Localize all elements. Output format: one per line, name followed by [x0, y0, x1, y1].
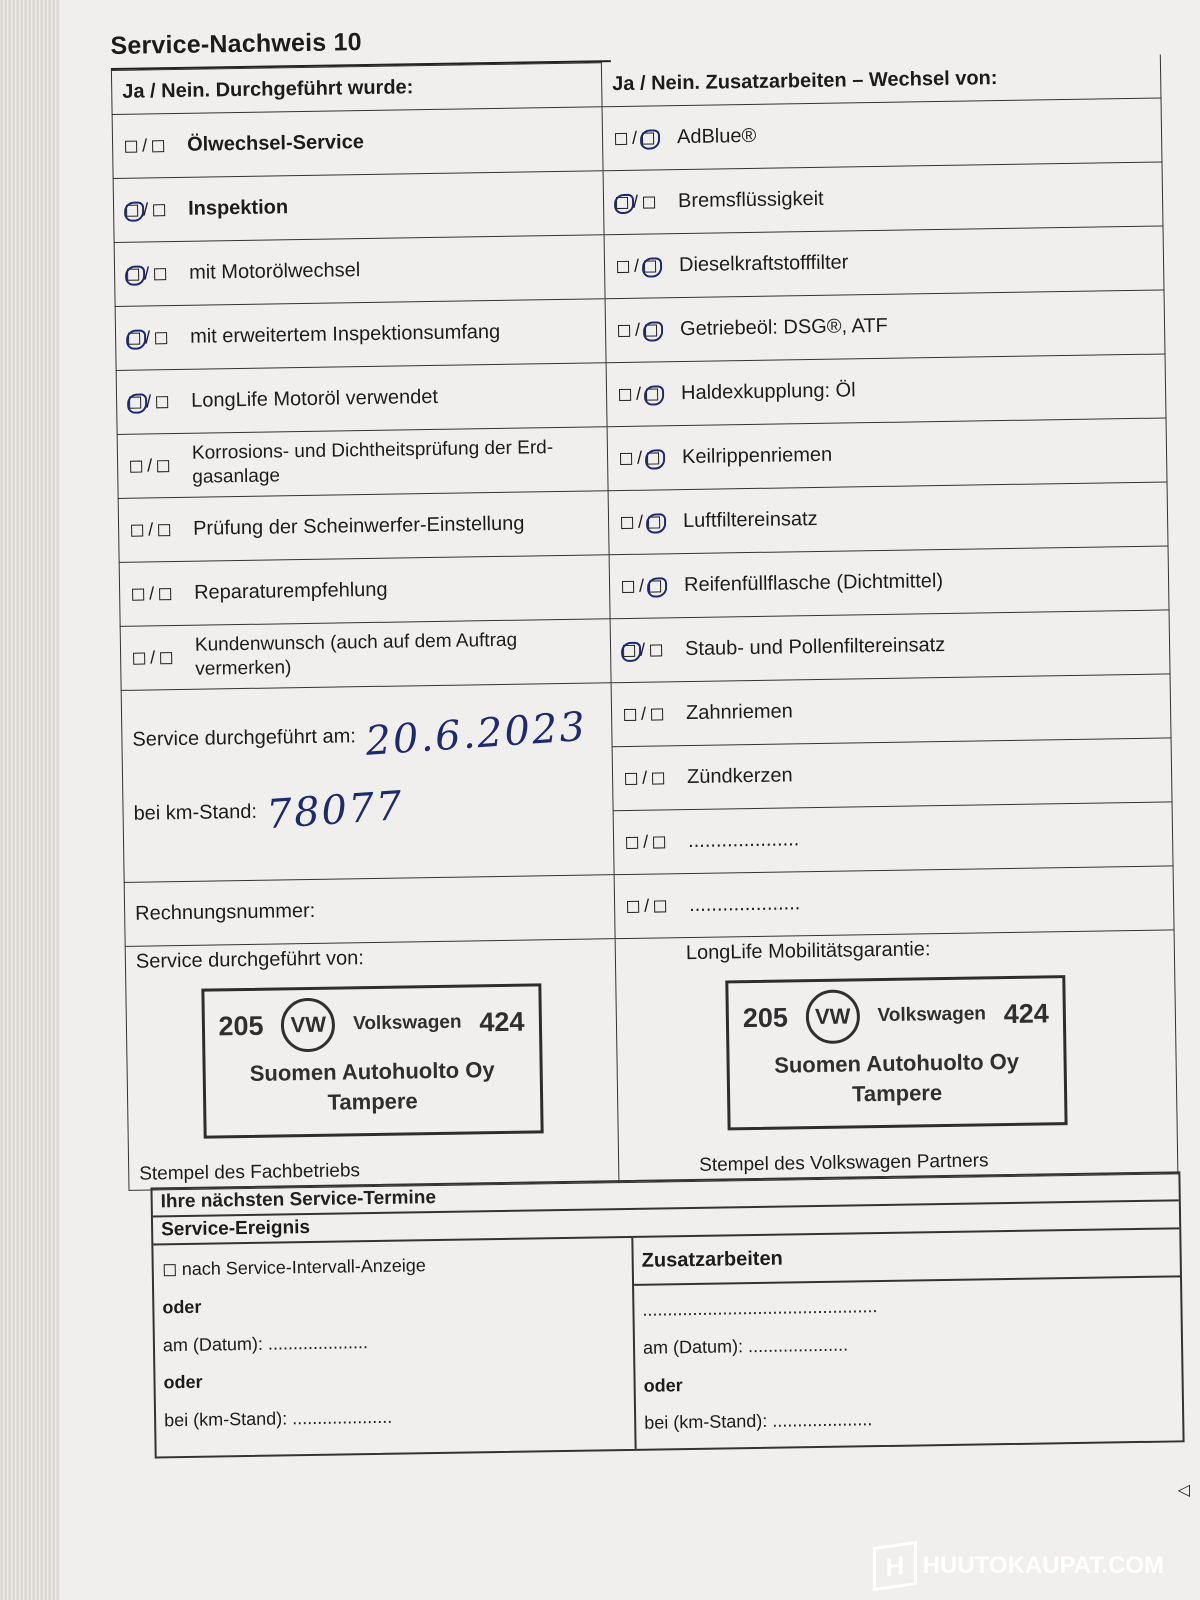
stamp-city: Tampere	[327, 1088, 418, 1115]
checkbox-no[interactable]	[648, 516, 660, 528]
yes-no-checkboxes: /	[127, 391, 181, 413]
right-item	[609, 546, 1169, 619]
checkbox-no[interactable]	[642, 132, 654, 144]
booklet-page	[60, 0, 1200, 1600]
checkbox-yes[interactable]	[132, 588, 144, 600]
left-column-header: Ja / Nein. Durchgeführt wurde:	[111, 63, 602, 115]
right-item	[606, 354, 1166, 427]
stamp-company: Suomen Autohuolto Oy	[774, 1048, 1020, 1078]
checkbox-no[interactable]	[649, 580, 661, 592]
stamp-left-number: 205	[218, 1010, 264, 1041]
item-label: Ölwechsel-Service	[186, 131, 365, 156]
item-label: Reifenfüllflasche (Dichtmittel)	[683, 569, 944, 597]
service-date-label: Service durchgeführt am:	[132, 724, 357, 751]
yes-no-checkboxes: /	[613, 127, 667, 149]
yes-no-checkboxes: /	[614, 191, 668, 213]
checkbox-no[interactable]	[650, 644, 662, 656]
guarantee-label: LongLife Mobilitätsgarantie:	[685, 938, 931, 965]
yes-no-checkboxes: /	[128, 455, 182, 477]
oder-label: oder	[643, 1374, 683, 1396]
right-item	[603, 162, 1163, 235]
checkbox-yes[interactable]	[615, 132, 627, 144]
yes-no-checkboxes: /	[616, 319, 670, 341]
yes-no-checkboxes: /	[615, 255, 669, 277]
checkbox-no[interactable]	[653, 836, 665, 848]
item-label: Zahnriemen	[685, 700, 793, 725]
left-item	[119, 555, 610, 627]
watermark	[873, 1544, 1164, 1588]
left-item	[112, 107, 603, 179]
stamp-right-number: 424	[479, 1006, 525, 1037]
yes-no-checkboxes: /	[618, 447, 672, 469]
yes-no-checkboxes: /	[620, 575, 674, 597]
checkbox-no[interactable]	[160, 652, 172, 664]
service-record-sheet	[110, 0, 1194, 1532]
partner-stamp	[725, 975, 1067, 1130]
right-item	[605, 290, 1165, 363]
checkbox-no[interactable]	[152, 140, 164, 152]
workshop-stamp	[201, 983, 543, 1138]
yes-no-checkboxes: /	[617, 383, 671, 405]
km-handwritten: 78077	[265, 782, 406, 839]
service-date-handwritten: 20.6.2023	[364, 703, 589, 765]
checkbox-no[interactable]	[644, 260, 656, 272]
item-label: Dieselkraftstofffilter	[678, 251, 849, 277]
checkbox-yes[interactable]	[623, 644, 635, 656]
checkbox-no[interactable]	[654, 900, 666, 912]
item-label: Kundenwunsch (auch auf dem Auftrag vermerken)	[194, 629, 518, 680]
next-service-section	[150, 1171, 1184, 1458]
yes-no-checkboxes: /	[623, 767, 677, 789]
extra-work-dotted-line: ...............................................	[642, 1296, 878, 1320]
stamp-brand: Volkswagen	[877, 1003, 987, 1027]
checkbox-yes[interactable]	[620, 452, 632, 464]
checkbox-yes[interactable]	[130, 460, 142, 472]
service-event-column	[153, 1238, 636, 1457]
item-label: Bremsflüssigkeit	[677, 187, 824, 213]
checkbox-yes[interactable]	[622, 580, 634, 592]
checkbox-no[interactable]	[651, 708, 663, 720]
checkbox-no[interactable]	[643, 196, 655, 208]
stamp-brand: Volkswagen	[352, 1011, 462, 1035]
yes-no-checkboxes: /	[129, 519, 183, 541]
left-item	[116, 363, 607, 435]
checkbox-no[interactable]	[154, 268, 166, 280]
checkbox-no[interactable]	[153, 204, 165, 216]
yes-no-checkboxes: /	[619, 511, 673, 533]
yes-no-checkboxes: /	[125, 263, 179, 285]
checkbox-yes[interactable]	[619, 388, 631, 400]
workshop-stamp-cell	[125, 939, 619, 1191]
checkbox-yes[interactable]	[624, 708, 636, 720]
item-label: Getriebeöl: DSG®, ATF	[679, 314, 888, 341]
yes-no-checkboxes: /	[624, 831, 678, 853]
checkbox-yes[interactable]	[126, 204, 138, 216]
extra-work-header: Zusatzarbeiten	[633, 1229, 1180, 1286]
left-item	[117, 427, 608, 499]
km-label: bei km-Stand:	[133, 800, 258, 825]
checkbox-yes[interactable]	[618, 324, 630, 336]
item-label: LongLife Motoröl verwendet	[190, 385, 439, 412]
service-form-table	[111, 54, 1178, 1191]
partner-stamp-caption: Stempel des Volkswagen Partners	[699, 1150, 989, 1176]
right-item	[614, 866, 1174, 939]
right-item	[607, 418, 1167, 491]
checkbox-yes[interactable]	[616, 196, 628, 208]
item-label: Luftfiltereinsatz	[682, 507, 818, 533]
right-item	[604, 226, 1164, 299]
checkbox-no[interactable]	[156, 396, 168, 408]
item-label: Zündkerzen	[686, 764, 793, 789]
item-label: Haldexkupplung: Öl	[680, 379, 856, 405]
checkbox-yes[interactable]	[626, 836, 638, 848]
interval-label: nach Service-Intervall-Anzeige	[181, 1255, 427, 1280]
yes-no-checkboxes: /	[622, 703, 676, 725]
page-turn-triangle-icon: ◁	[1177, 1482, 1190, 1499]
right-item	[613, 802, 1173, 875]
item-label: Reparaturempfehlung	[193, 578, 388, 604]
right-item	[611, 674, 1171, 747]
item-label: Inspektion	[187, 196, 289, 220]
checkbox-no[interactable]	[647, 452, 659, 464]
yes-no-checkboxes: /	[124, 199, 178, 221]
vw-logo-icon: VW	[805, 989, 860, 1044]
checkbox-yes[interactable]	[125, 140, 137, 152]
vw-logo-icon: VW	[281, 998, 336, 1053]
checkbox-no[interactable]	[159, 588, 171, 600]
invoice-cell	[124, 875, 615, 947]
yes-no-checkboxes: /	[123, 135, 177, 157]
yes-no-checkboxes: /	[621, 639, 675, 661]
checkbox-yes[interactable]	[129, 396, 141, 408]
checkbox-yes[interactable]	[625, 772, 637, 784]
item-label: Staub- und Pollenfiltereinsatz	[684, 633, 946, 661]
right-item	[602, 98, 1162, 171]
checkbox-no[interactable]	[645, 324, 657, 336]
checkbox-yes[interactable]	[127, 268, 139, 280]
item-label: mit Motorölwechsel	[188, 259, 361, 284]
left-item	[118, 491, 609, 563]
invoice-label: Rechnungsnummer:	[134, 899, 316, 925]
right-column-header: Ja / Nein. Zusatzarbeiten – Wechsel von:	[601, 54, 1161, 107]
left-item	[114, 235, 605, 307]
oder-label: oder	[162, 1296, 202, 1318]
stamp-company: Suomen Autohuolto Oy	[249, 1057, 495, 1086]
next-km-field: bei (km-Stand): ....................	[163, 1406, 393, 1431]
next-date-field: am (Datum): ....................	[162, 1331, 369, 1355]
yes-no-checkboxes: /	[126, 327, 180, 349]
partner-stamp-cell	[615, 930, 1178, 1183]
item-label: mit erweitertem Inspektionsumfang	[189, 320, 501, 348]
checkbox-yes[interactable]	[133, 652, 145, 664]
item-label: AdBlue®	[676, 124, 757, 149]
extra-date-field: am (Datum): ....................	[642, 1334, 849, 1358]
oder-label: oder	[163, 1372, 203, 1393]
right-item	[610, 610, 1170, 683]
yes-no-checkboxes: /	[131, 647, 185, 669]
checkbox-yes[interactable]	[131, 524, 143, 536]
checkbox-yes[interactable]	[621, 516, 633, 528]
extra-km-field: bei (km-Stand): ....................	[644, 1409, 873, 1434]
service-event-header: Service-Ereignis	[153, 1201, 1179, 1245]
service-date-km-cell	[121, 683, 614, 883]
watermark-text: HUUTOKAUPAT.COM	[922, 1552, 1164, 1579]
right-item	[612, 738, 1172, 811]
workshop-stamp-caption: Stempel des Fachbetriebs	[139, 1160, 361, 1185]
checkbox-no[interactable]	[646, 388, 658, 400]
yes-no-checkboxes: /	[130, 583, 184, 605]
checkbox-yes[interactable]	[128, 332, 140, 344]
left-item	[115, 299, 606, 371]
checkbox-yes[interactable]	[627, 900, 639, 912]
left-item	[120, 619, 611, 691]
yes-no-checkboxes: /	[625, 895, 679, 917]
item-label: Korrosions- und Dichtheitsprüfung der Erd-gasanlage	[191, 436, 554, 488]
stamp-left-number: 205	[742, 1001, 789, 1033]
watermark-logo-icon: H	[873, 1541, 917, 1591]
left-item	[113, 171, 604, 243]
stamp-right-number: 424	[1003, 997, 1050, 1029]
item-label: ....................	[687, 828, 800, 853]
interval-checkbox[interactable]	[164, 1264, 176, 1276]
checkbox-yes[interactable]	[617, 260, 629, 272]
item-label: Prüfung der Scheinwerfer-Einstellung	[192, 512, 525, 540]
checkbox-no[interactable]	[652, 772, 664, 784]
item-label: Keilrippenriemen	[681, 443, 833, 469]
stamp-city: Tampere	[851, 1080, 943, 1107]
item-label: ....................	[688, 892, 801, 917]
checkbox-no[interactable]	[155, 332, 167, 344]
extra-work-column	[633, 1229, 1182, 1449]
page-title: Service-Nachweis 10	[110, 28, 362, 60]
checkbox-no[interactable]	[158, 524, 170, 536]
checkbox-no[interactable]	[157, 460, 169, 472]
next-service-title: Ihre nächsten Service-Termine	[153, 1173, 1179, 1217]
performed-by-label: Service durchgeführt von:	[135, 947, 364, 973]
right-item	[608, 482, 1168, 555]
